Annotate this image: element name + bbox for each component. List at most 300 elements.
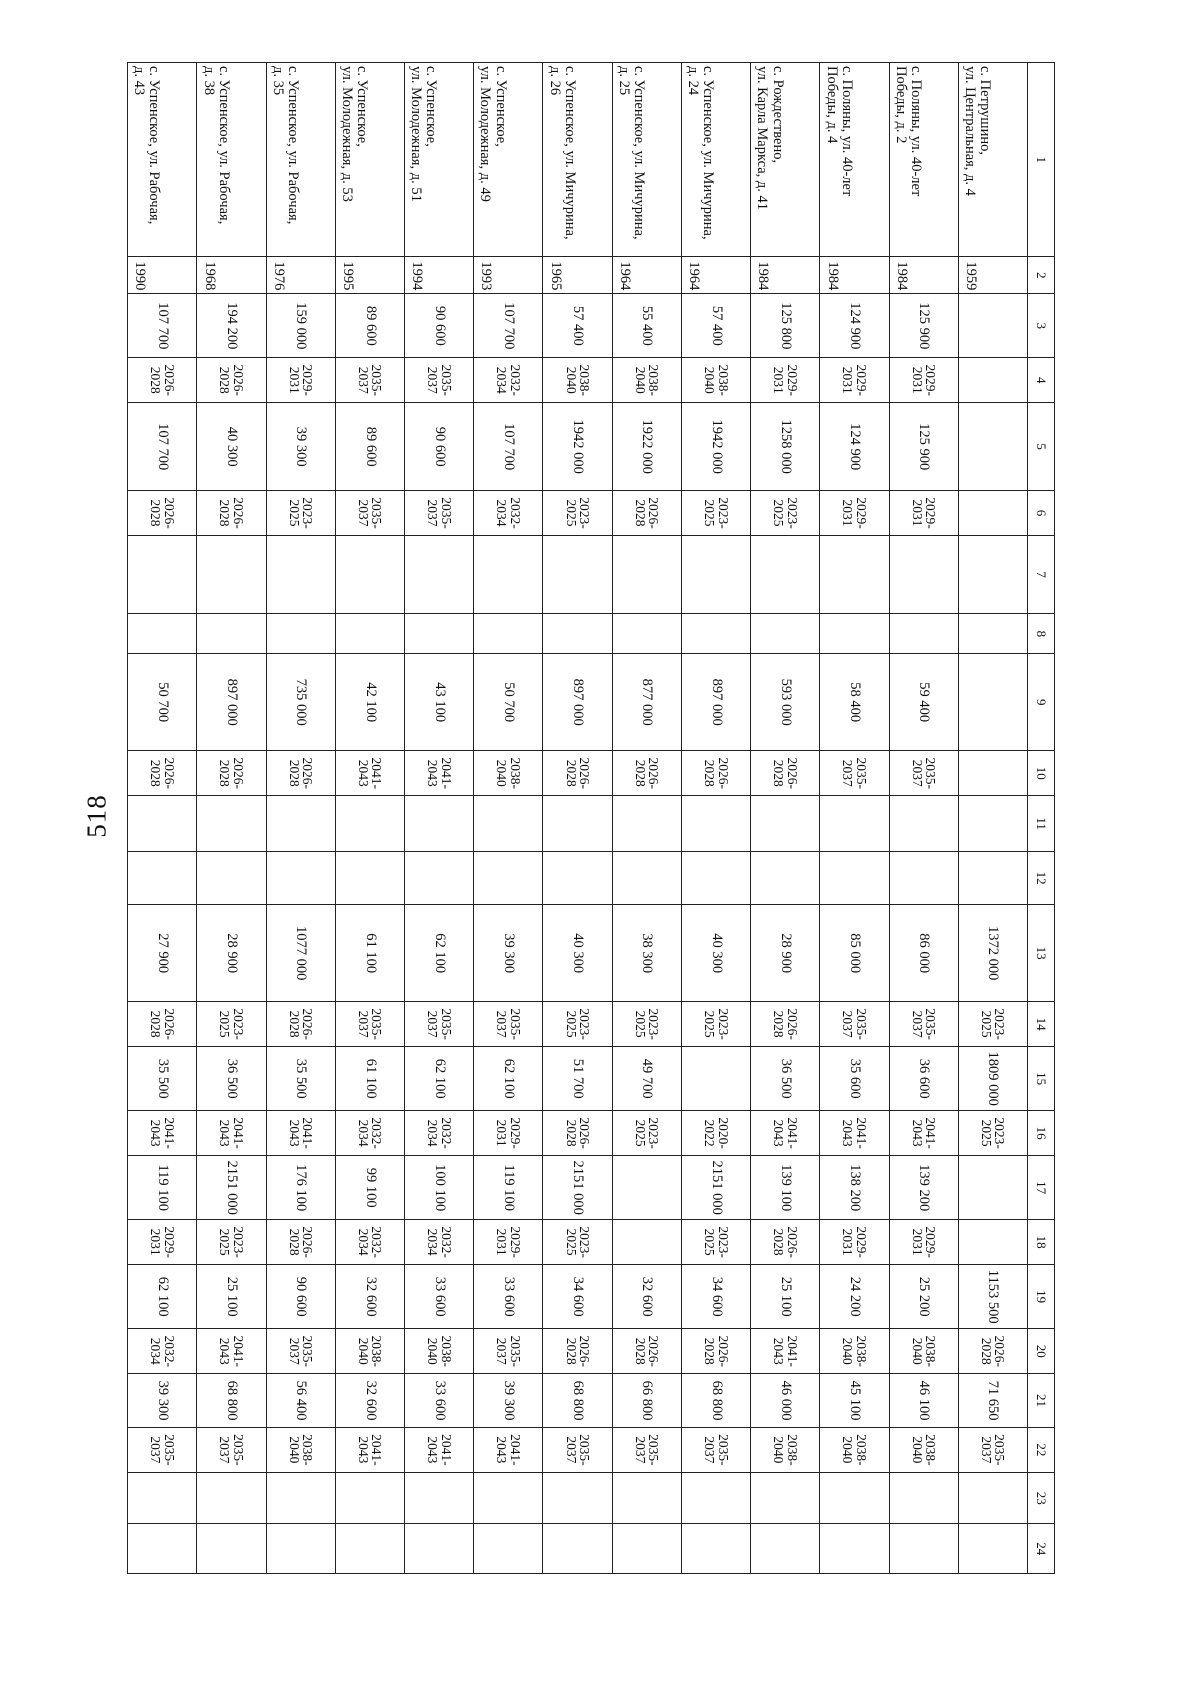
table-cell: 124 900	[820, 294, 889, 358]
table-cell: 39 300	[128, 1374, 197, 1427]
table-cell	[612, 1220, 681, 1265]
table-cell	[335, 1524, 404, 1574]
table-cell: 2026- 2028	[751, 1220, 820, 1265]
table-cell: 2026- 2028	[751, 751, 820, 796]
table-cell: 25 200	[889, 1265, 958, 1329]
table-cell: 2023- 2025	[958, 1111, 1027, 1156]
table-cell	[335, 536, 404, 614]
table-cell	[820, 1473, 889, 1524]
table-cell: 2038- 2040	[681, 358, 750, 403]
table-cell: 68 800	[197, 1374, 266, 1427]
table-cell: 32 600	[612, 1265, 681, 1329]
table-cell: 1809 000	[958, 1047, 1027, 1111]
column-header-10: 10	[1028, 751, 1055, 796]
table-cell: 107 700	[474, 403, 543, 490]
address-cell: с. Успенское, ул. Молодежная, д. 53	[335, 63, 404, 257]
address-cell: с. Успенское, ул. Молодежная, д. 51	[405, 63, 474, 257]
table-cell: 2035- 2037	[681, 1427, 750, 1472]
table-cell: 2023- 2025	[681, 1220, 750, 1265]
table-cell: 107 700	[474, 294, 543, 358]
table-cell: 35 600	[820, 1047, 889, 1111]
address-cell: с. Рождествено, ул. Карла Маркса, д. 41	[751, 63, 820, 257]
table-cell	[958, 751, 1027, 796]
table-cell: 2038- 2040	[820, 1427, 889, 1472]
address-cell: с. Успенское, ул. Рабочая, д. 35	[266, 63, 335, 257]
table-cell: 1372 000	[958, 905, 1027, 1002]
table-cell: 2032- 2034	[335, 1220, 404, 1265]
table-cell: 46 000	[751, 1374, 820, 1427]
table-cell: 66 800	[612, 1374, 681, 1427]
table-cell: 2023- 2025	[266, 490, 335, 535]
table-cell	[405, 851, 474, 904]
table-cell: 2026- 2028	[543, 751, 612, 796]
table-cell	[335, 796, 404, 852]
table-cell: 99 100	[335, 1156, 404, 1220]
column-header-16: 16	[1028, 1111, 1055, 1156]
column-header-19: 19	[1028, 1265, 1055, 1329]
table-cell: 42 100	[335, 654, 404, 751]
table-cell: 32 600	[335, 1265, 404, 1329]
table-cell: 62 100	[128, 1265, 197, 1329]
table-cell	[128, 614, 197, 654]
column-header-6: 6	[1028, 490, 1055, 535]
table-cell	[543, 614, 612, 654]
table-cell: 2041- 2043	[335, 751, 404, 796]
table-cell: 735 000	[266, 654, 335, 751]
table-cell	[543, 796, 612, 852]
table-cell: 57 400	[681, 294, 750, 358]
table-cell: 2026- 2028	[128, 1002, 197, 1047]
table-cell: 107 700	[128, 294, 197, 358]
table-cell: 593 000	[751, 654, 820, 751]
table-cell: 2023- 2025	[543, 1220, 612, 1265]
table-row	[405, 63, 474, 1574]
table-cell: 2035- 2037	[335, 1002, 404, 1047]
table-cell: 68 800	[681, 1374, 750, 1427]
table-body	[128, 63, 1028, 1574]
table-cell	[197, 1473, 266, 1524]
table-cell: 86 000	[889, 905, 958, 1002]
table-cell: 2023- 2025	[197, 1002, 266, 1047]
table-cell: 49 700	[612, 1047, 681, 1111]
table-cell	[128, 1524, 197, 1574]
table-cell	[889, 536, 958, 614]
table-cell	[958, 490, 1027, 535]
column-header-1: 1	[1028, 63, 1055, 257]
table-cell	[612, 1524, 681, 1574]
table-cell	[128, 536, 197, 614]
table-cell: 1153 500	[958, 1265, 1027, 1329]
table-cell: 39 300	[474, 905, 543, 1002]
table-cell: 40 300	[543, 905, 612, 1002]
table-cell	[612, 1473, 681, 1524]
table-cell: 2041- 2043	[820, 1111, 889, 1156]
table-cell: 2041- 2043	[405, 751, 474, 796]
table-cell: 2035- 2037	[335, 490, 404, 535]
table-cell: 40 300	[197, 403, 266, 490]
table-cell: 2151 000	[197, 1156, 266, 1220]
table-cell	[612, 796, 681, 852]
table-cell: 2035- 2037	[266, 1329, 335, 1374]
rotated-sheet	[127, 62, 1055, 1574]
table-cell	[681, 614, 750, 654]
table-cell: 2038- 2040	[543, 358, 612, 403]
table-cell	[681, 796, 750, 852]
table-cell: 2041- 2043	[751, 1329, 820, 1374]
table-cell: 39 300	[266, 403, 335, 490]
table-cell	[266, 796, 335, 852]
table-cell: 2035- 2037	[405, 358, 474, 403]
table-cell	[405, 796, 474, 852]
table-row	[474, 63, 543, 1574]
table-cell: 2026- 2028	[543, 1329, 612, 1374]
table-cell: 2035- 2037	[197, 1427, 266, 1472]
table-cell	[751, 614, 820, 654]
table-cell: 2023- 2025	[681, 1002, 750, 1047]
table-cell	[612, 1156, 681, 1220]
table-cell	[751, 1524, 820, 1574]
table-cell	[543, 851, 612, 904]
table-cell: 2026- 2028	[543, 1111, 612, 1156]
table-cell: 1942 000	[681, 403, 750, 490]
table-row	[266, 63, 335, 1574]
year-cell: 1964	[612, 257, 681, 294]
table-cell	[958, 358, 1027, 403]
table-cell: 32 600	[335, 1374, 404, 1427]
table-cell: 2020- 2022	[681, 1111, 750, 1156]
table-cell: 2029- 2031	[266, 358, 335, 403]
table-row	[543, 63, 612, 1574]
table-cell	[889, 1524, 958, 1574]
table-cell: 2032- 2034	[405, 1111, 474, 1156]
year-cell: 1968	[197, 257, 266, 294]
table-cell	[335, 614, 404, 654]
table-cell: 56 400	[266, 1374, 335, 1427]
column-header-4: 4	[1028, 358, 1055, 403]
table-row	[889, 63, 958, 1574]
table-cell: 2041- 2043	[266, 1111, 335, 1156]
table-cell: 139 200	[889, 1156, 958, 1220]
table-cell: 2023- 2025	[681, 490, 750, 535]
table-cell: 27 900	[128, 905, 197, 1002]
table-cell: 2038- 2040	[612, 358, 681, 403]
table-cell: 2035- 2037	[543, 1427, 612, 1472]
table-cell: 100 100	[405, 1156, 474, 1220]
column-header-21: 21	[1028, 1374, 1055, 1427]
table-cell: 2038- 2040	[266, 1427, 335, 1472]
table-cell	[889, 796, 958, 852]
page-number: 518	[81, 794, 112, 838]
table-cell: 138 200	[820, 1156, 889, 1220]
address-cell: с. Успенское, ул. Рабочая, д. 38	[197, 63, 266, 257]
table-cell: 897 000	[543, 654, 612, 751]
table-cell	[266, 1524, 335, 1574]
year-cell: 1959	[958, 257, 1027, 294]
table-cell: 2026- 2028	[128, 751, 197, 796]
table-cell: 2029- 2031	[820, 490, 889, 535]
table-cell: 2035- 2037	[474, 1002, 543, 1047]
table-cell: 2026- 2028	[266, 1002, 335, 1047]
table-cell	[889, 1473, 958, 1524]
column-header-5: 5	[1028, 403, 1055, 490]
table-cell: 2029- 2031	[474, 1111, 543, 1156]
table-cell	[266, 851, 335, 904]
year-cell: 1995	[335, 257, 404, 294]
table-cell	[612, 614, 681, 654]
table-cell: 2151 000	[543, 1156, 612, 1220]
year-cell: 1964	[681, 257, 750, 294]
table-cell	[751, 1473, 820, 1524]
column-header-23: 23	[1028, 1473, 1055, 1524]
table-cell: 2029- 2031	[820, 358, 889, 403]
table-row	[197, 63, 266, 1574]
table-cell	[820, 796, 889, 852]
table-cell: 34 600	[681, 1265, 750, 1329]
table-cell	[266, 536, 335, 614]
column-header-24: 24	[1028, 1524, 1055, 1574]
address-cell: с. Успенское, ул. Рабочая, д. 43	[128, 63, 197, 257]
table-cell	[958, 1156, 1027, 1220]
table-cell	[958, 1524, 1027, 1574]
table-cell	[474, 614, 543, 654]
table-cell: 55 400	[612, 294, 681, 358]
address-cell: с. Успенское, ул. Мичурина, д. 24	[681, 63, 750, 257]
table-cell: 25 100	[197, 1265, 266, 1329]
table-cell	[543, 1473, 612, 1524]
table-cell	[751, 796, 820, 852]
table-cell: 125 800	[751, 294, 820, 358]
table-cell: 90 600	[405, 403, 474, 490]
table-cell: 61 100	[335, 905, 404, 1002]
table-cell: 2023- 2025	[543, 490, 612, 535]
table-cell	[820, 614, 889, 654]
table-cell: 2035- 2037	[958, 1427, 1027, 1472]
table-cell: 24 200	[820, 1265, 889, 1329]
table-cell: 2035- 2037	[405, 490, 474, 535]
column-header-9: 9	[1028, 654, 1055, 751]
column-header-18: 18	[1028, 1220, 1055, 1265]
table-cell	[197, 614, 266, 654]
table-cell: 2035- 2037	[128, 1427, 197, 1472]
year-cell: 1965	[543, 257, 612, 294]
table-cell: 119 100	[474, 1156, 543, 1220]
column-header-8: 8	[1028, 614, 1055, 654]
table-cell: 2035- 2037	[335, 358, 404, 403]
table-cell: 90 600	[405, 294, 474, 358]
column-header-11: 11	[1028, 796, 1055, 852]
table-cell: 119 100	[128, 1156, 197, 1220]
table-cell: 1077 000	[266, 905, 335, 1002]
table-cell: 2035- 2037	[889, 751, 958, 796]
table-cell: 125 900	[889, 403, 958, 490]
table-cell: 89 600	[335, 294, 404, 358]
table-cell: 40 300	[681, 905, 750, 1002]
table-cell: 50 700	[128, 654, 197, 751]
table-cell: 34 600	[543, 1265, 612, 1329]
column-header-13: 13	[1028, 905, 1055, 1002]
table-cell: 46 100	[889, 1374, 958, 1427]
table-cell	[681, 1047, 750, 1111]
table-cell: 159 000	[266, 294, 335, 358]
table-cell: 2029- 2031	[889, 358, 958, 403]
table-cell: 2026- 2028	[266, 1220, 335, 1265]
column-header-14: 14	[1028, 1002, 1055, 1047]
table-cell: 2026- 2028	[197, 751, 266, 796]
table-row	[612, 63, 681, 1574]
table-cell	[820, 536, 889, 614]
table-cell: 2035- 2037	[612, 1427, 681, 1472]
table-cell	[197, 1524, 266, 1574]
table-cell	[405, 536, 474, 614]
table-cell	[820, 851, 889, 904]
table-cell: 2032- 2034	[474, 490, 543, 535]
table-cell: 2026- 2028	[266, 751, 335, 796]
table-cell: 2035- 2037	[405, 1002, 474, 1047]
table-cell: 35 500	[266, 1047, 335, 1111]
year-cell: 1990	[128, 257, 197, 294]
table-cell: 2029- 2031	[474, 1220, 543, 1265]
table-cell: 89 600	[335, 403, 404, 490]
column-header-3: 3	[1028, 294, 1055, 358]
table-cell: 2032- 2034	[405, 1220, 474, 1265]
year-cell: 1984	[889, 257, 958, 294]
year-cell: 1976	[266, 257, 335, 294]
table-cell: 2038- 2040	[405, 1329, 474, 1374]
table-cell: 2041- 2043	[405, 1427, 474, 1472]
table-cell: 2029- 2031	[751, 358, 820, 403]
table-cell	[820, 1524, 889, 1574]
table-cell: 2029- 2031	[889, 1220, 958, 1265]
year-cell: 1984	[820, 257, 889, 294]
table-cell: 68 800	[543, 1374, 612, 1427]
table-cell: 2038- 2040	[889, 1427, 958, 1472]
table-cell: 2032- 2034	[128, 1329, 197, 1374]
table-cell: 2023- 2025	[751, 490, 820, 535]
table-cell	[612, 851, 681, 904]
table-cell: 2023- 2025	[958, 1002, 1027, 1047]
table-cell: 2041- 2043	[197, 1329, 266, 1374]
table-cell	[474, 796, 543, 852]
table-cell: 877 000	[612, 654, 681, 751]
table-cell	[474, 1524, 543, 1574]
table-cell: 2026- 2028	[681, 1329, 750, 1374]
table-cell: 33 600	[405, 1374, 474, 1427]
table-cell: 62 100	[405, 905, 474, 1002]
column-header-2: 2	[1028, 257, 1055, 294]
table-cell: 57 400	[543, 294, 612, 358]
table-cell: 2026- 2028	[128, 358, 197, 403]
table-cell	[128, 796, 197, 852]
table-cell	[474, 536, 543, 614]
table-cell: 897 000	[197, 654, 266, 751]
table-cell: 194 200	[197, 294, 266, 358]
table-cell: 2026- 2028	[612, 490, 681, 535]
table-cell: 1258 000	[751, 403, 820, 490]
table-cell: 2035- 2037	[474, 1329, 543, 1374]
table-cell: 2023- 2025	[543, 1002, 612, 1047]
table-cell: 139 100	[751, 1156, 820, 1220]
table-cell	[266, 1473, 335, 1524]
table-cell: 58 400	[820, 654, 889, 751]
table-cell	[474, 1473, 543, 1524]
table-cell: 2026- 2028	[958, 1329, 1027, 1374]
address-cell: с. Петрушино, ул. Центральная, д. 4	[958, 63, 1027, 257]
address-cell: с. Поляны, ул. 40-лет Победы, д. 4	[820, 63, 889, 257]
table-cell	[266, 614, 335, 654]
table-cell: 25 100	[751, 1265, 820, 1329]
table-cell: 124 900	[820, 403, 889, 490]
column-number-row	[1028, 63, 1055, 1574]
table-cell: 59 400	[889, 654, 958, 751]
table-cell: 897 000	[681, 654, 750, 751]
table-cell: 2035- 2037	[820, 1002, 889, 1047]
table-cell: 2038- 2040	[751, 1427, 820, 1472]
address-cell: с. Успенское, ул. Мичурина, д. 26	[543, 63, 612, 257]
table-cell	[958, 614, 1027, 654]
table-cell	[958, 403, 1027, 490]
table-row	[128, 63, 197, 1574]
table-cell: 107 700	[128, 403, 197, 490]
table-cell: 2041- 2043	[197, 1111, 266, 1156]
table-cell	[335, 851, 404, 904]
table-cell	[197, 796, 266, 852]
table-cell: 2032- 2034	[335, 1111, 404, 1156]
table-cell: 36 500	[751, 1047, 820, 1111]
table-cell: 2035- 2037	[889, 1002, 958, 1047]
table-cell: 2035- 2037	[820, 751, 889, 796]
table-cell: 38 300	[612, 905, 681, 1002]
table-cell	[474, 851, 543, 904]
table-cell	[751, 851, 820, 904]
table-cell: 71 650	[958, 1374, 1027, 1427]
year-cell: 1984	[751, 257, 820, 294]
table-cell: 2038- 2040	[335, 1329, 404, 1374]
table-cell	[543, 1524, 612, 1574]
table-cell: 125 900	[889, 294, 958, 358]
table-cell: 2026- 2028	[197, 358, 266, 403]
table-cell	[405, 1473, 474, 1524]
table-cell: 2038- 2040	[889, 1329, 958, 1374]
table-cell: 2038- 2040	[474, 751, 543, 796]
table-row	[820, 63, 889, 1574]
year-cell: 1994	[405, 257, 474, 294]
table-row	[335, 63, 404, 1574]
table-cell: 90 600	[266, 1265, 335, 1329]
table-row	[751, 63, 820, 1574]
column-header-20: 20	[1028, 1329, 1055, 1374]
table-cell	[197, 536, 266, 614]
housing-repair-table	[127, 62, 1055, 1574]
table-cell: 2029- 2031	[128, 1220, 197, 1265]
address-cell: с. Поляны, ул. 40-лет Победы, д. 2	[889, 63, 958, 257]
table-cell	[958, 654, 1027, 751]
table-cell: 2026- 2028	[612, 751, 681, 796]
table-cell	[681, 1473, 750, 1524]
table-cell	[958, 1220, 1027, 1265]
table-cell: 176 100	[266, 1156, 335, 1220]
table-cell	[128, 851, 197, 904]
table-cell	[889, 614, 958, 654]
table-cell: 33 600	[405, 1265, 474, 1329]
table-cell	[405, 614, 474, 654]
table-cell: 2041- 2043	[751, 1111, 820, 1156]
table-cell	[335, 1473, 404, 1524]
address-cell: с. Успенское, ул. Молодежная, д. 49	[474, 63, 543, 257]
table-cell: 85 000	[820, 905, 889, 1002]
table-cell: 2029- 2031	[820, 1220, 889, 1265]
column-header-12: 12	[1028, 851, 1055, 904]
table-cell: 2023- 2025	[612, 1002, 681, 1047]
